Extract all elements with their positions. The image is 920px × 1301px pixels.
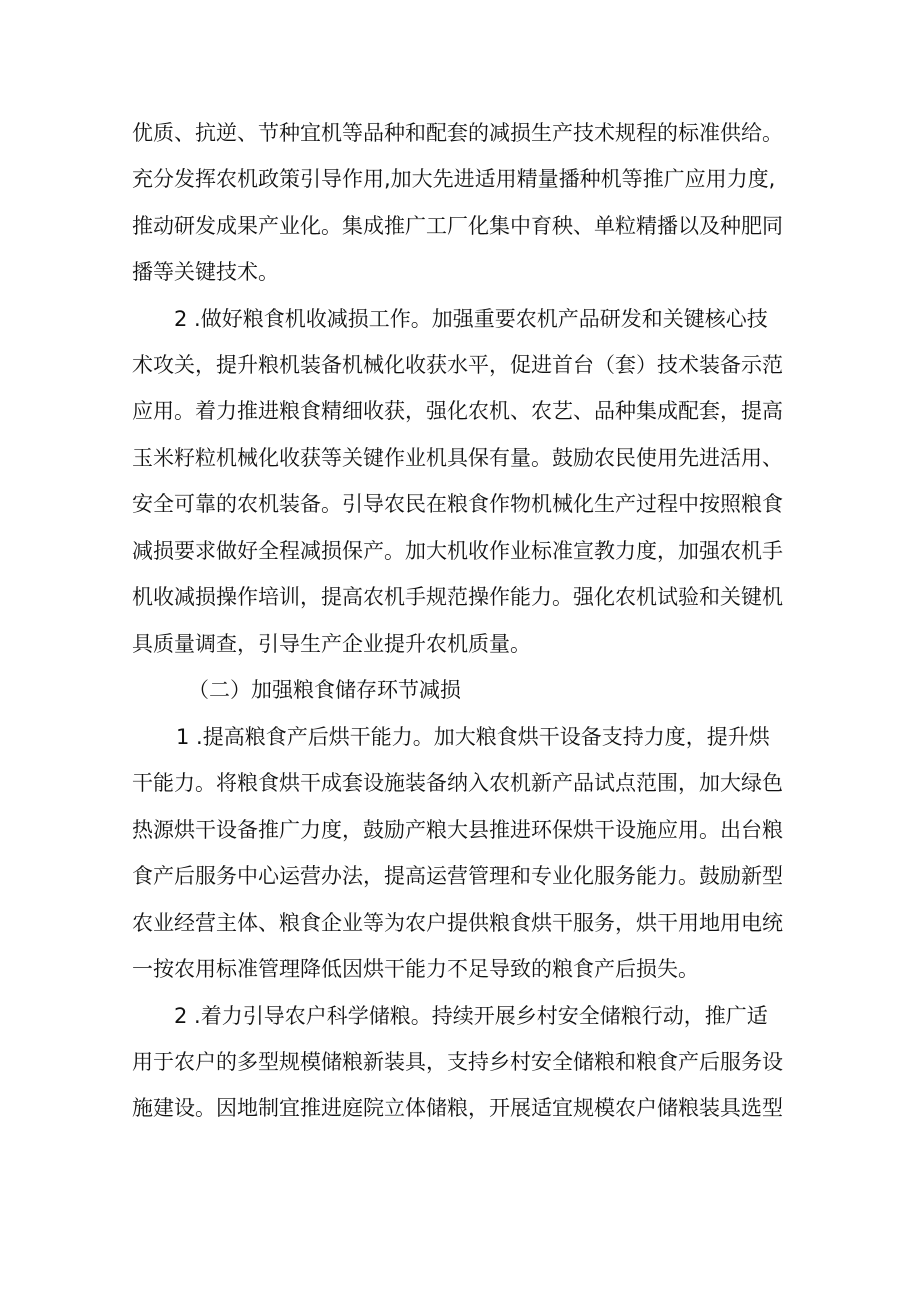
text-line: 农业经营主体、粮食企业等为农户提供粮食烘干服务，烘干用地用电统 bbox=[132, 911, 783, 935]
text-line: 应用。着力推进粮食精细收获，强化农机、农艺、品种集成配套，提高 bbox=[132, 399, 783, 423]
text-line: 食产后服务中心运营办法，提高运营管理和专业化服务能力。鼓励新型 bbox=[132, 864, 783, 888]
text-line: 术攻关，提升粮机装备机械化收获水平，促进首台（套）技术装备示范 bbox=[132, 353, 783, 377]
text-line: 1 .提高粮食产后烘干能力。加大粮食烘干设备支持力度，提升烘 bbox=[176, 725, 770, 749]
text-line: 玉米籽粒机械化收获等关键作业机具保有量。鼓励农民使用先进活用、 bbox=[132, 446, 783, 470]
text-line: 2 .做好粮食机收减损工作。加强重要农机产品研发和关键核心技 bbox=[174, 307, 768, 331]
text-line: 一按农用标准管理降低因烘干能力不足导致的粮食产后损失。 bbox=[132, 957, 699, 981]
text-line: 热源烘干设备推广力度，鼓励产粮大县推进环保烘干设施应用。出台粮 bbox=[132, 818, 783, 842]
text-line: 充分发挥农机政策引导作用,加大先进适用精量播种机等推广应用力度, bbox=[132, 167, 776, 191]
text-line: 安全可靠的农机装备。引导农民在粮食作物机械化生产过程中按照粮食 bbox=[132, 492, 783, 516]
text-line: 干能力。将粮食烘干成套设施装备纳入农机新产品试点范围，加大绿色 bbox=[132, 771, 783, 795]
text-line: 用于农户的多型规模储粮新装具，支持乡村安全储粮和粮食产后服务设 bbox=[132, 1050, 783, 1074]
section-heading: （二）加强粮食储存环节减损 bbox=[188, 678, 461, 702]
text-line: 施建设。因地制宜推进庭院立体储粮，开展适宜规模农户储粮装具选型 bbox=[132, 1096, 783, 1120]
text-line: 2 .着力引导农户科学储粮。持续开展乡村安全储粮行动，推广适 bbox=[174, 1004, 768, 1028]
text-line: 优质、抗逆、节种宜机等品种和配套的减损生产技术规程的标准供给。 bbox=[132, 121, 783, 145]
text-line: 播等关键技术。 bbox=[132, 260, 279, 284]
text-line: 减损要求做好全程减损保产。加大机收作业标准宣教力度，加强农机手 bbox=[132, 539, 783, 563]
text-line: 具质量调查，引导生产企业提升农机质量。 bbox=[132, 632, 531, 656]
text-line: 推动研发成果产业化。集成推广工厂化集中育秧、单粒精播以及种肥同 bbox=[132, 214, 783, 238]
text-line: 机收减损操作培训，提高农机手规范操作能力。强化农机试验和关键机 bbox=[132, 585, 783, 609]
